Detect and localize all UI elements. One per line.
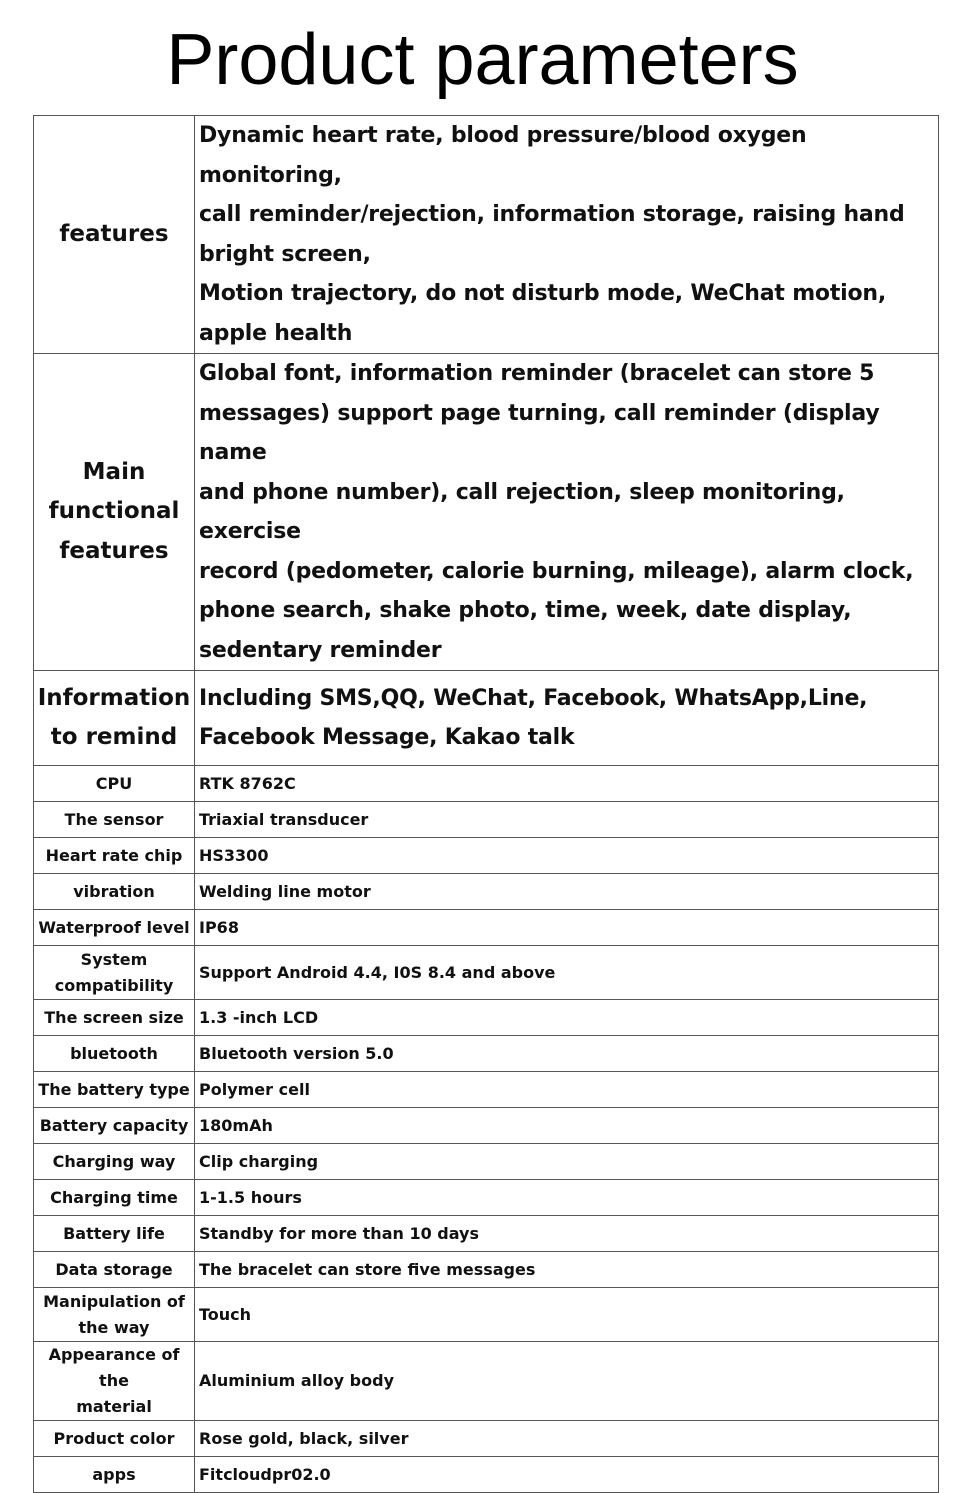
table-row-data-storage bbox=[34, 1252, 939, 1288]
row-value-info-remind bbox=[195, 671, 939, 766]
value-line: call reminder/rejection, information storage, raising hand bbox=[199, 202, 905, 227]
row-value-waterproof: IP68 bbox=[195, 910, 939, 946]
row-label-info-remind bbox=[34, 671, 195, 766]
row-value-manipulation: Touch bbox=[195, 1288, 939, 1342]
row-value-vibration: Welding line motor bbox=[195, 874, 939, 910]
table-row-apps bbox=[34, 1457, 939, 1493]
row-value-heart-rate-chip: HS3300 bbox=[195, 838, 939, 874]
row-label-system bbox=[34, 946, 195, 1000]
row-label-screen-size: The screen size bbox=[34, 1000, 195, 1036]
row-label-cpu: CPU bbox=[34, 766, 195, 802]
row-label-charging-time: Charging time bbox=[34, 1180, 195, 1216]
value-line: apple health bbox=[199, 320, 353, 346]
row-label-charging-way: Charging way bbox=[34, 1144, 195, 1180]
label-line: System bbox=[80, 949, 148, 969]
value-line: phone search, shake photo, time, week, date display, bbox=[199, 598, 852, 623]
label-line: Main bbox=[82, 458, 146, 485]
table-row-screen-size bbox=[34, 1000, 939, 1036]
row-value-charging-time: 1-1.5 hours bbox=[195, 1180, 939, 1216]
row-label-vibration: vibration bbox=[34, 874, 195, 910]
row-label-sensor: The sensor bbox=[34, 802, 195, 838]
table-row-color bbox=[34, 1421, 939, 1457]
row-label-battery-capacity: Battery capacity bbox=[34, 1108, 195, 1144]
spec-table bbox=[33, 115, 939, 1493]
row-value-main-features bbox=[195, 354, 939, 671]
row-value-system: Support Android 4.4, I0S 8.4 and above bbox=[195, 946, 939, 1000]
table-row-system bbox=[34, 946, 939, 1000]
row-value-charging-way: Clip charging bbox=[195, 1144, 939, 1180]
value-line: and phone number), call rejection, sleep monitoring, exercise bbox=[199, 479, 845, 544]
label-line: to remind bbox=[50, 724, 178, 750]
table-row-info-remind bbox=[34, 671, 939, 766]
table-row-battery-life bbox=[34, 1216, 939, 1252]
row-value-battery-life: Standby for more than 10 days bbox=[195, 1216, 939, 1252]
row-label-manipulation bbox=[34, 1288, 195, 1342]
label-line: material bbox=[76, 1397, 152, 1416]
row-value-data-storage: The bracelet can store five messages bbox=[195, 1252, 939, 1288]
table-row-battery-type bbox=[34, 1072, 939, 1108]
label-line: Information bbox=[37, 684, 191, 711]
table-row-main-features bbox=[34, 354, 939, 671]
page-title: Product parameters bbox=[166, 20, 799, 100]
row-value-battery-type: Polymer cell bbox=[195, 1072, 939, 1108]
label-line: features bbox=[59, 537, 169, 564]
value-line: messages) support page turning, call reminder (display name bbox=[199, 400, 880, 465]
row-label-heart-rate-chip: Heart rate chip bbox=[34, 838, 195, 874]
row-value-material: Aluminium alloy body bbox=[195, 1342, 939, 1421]
value-line: bright screen, bbox=[199, 241, 371, 267]
row-value-cpu: RTK 8762C bbox=[195, 766, 939, 802]
row-label-battery-type: The battery type bbox=[34, 1072, 195, 1108]
row-label-main-features bbox=[34, 354, 195, 671]
label-line: compatibility bbox=[54, 975, 174, 995]
row-value-battery-capacity: 180mAh bbox=[195, 1108, 939, 1144]
table-row-bluetooth bbox=[34, 1036, 939, 1072]
row-label-bluetooth: bluetooth bbox=[34, 1036, 195, 1072]
value-line: sedentary reminder bbox=[199, 637, 442, 663]
row-label-features: features bbox=[34, 116, 195, 354]
table-row-sensor bbox=[34, 802, 939, 838]
table-row-features bbox=[34, 116, 939, 354]
row-value-sensor: Triaxial transducer bbox=[195, 802, 939, 838]
table-row-waterproof bbox=[34, 910, 939, 946]
table-row-manipulation bbox=[34, 1288, 939, 1342]
table-row-vibration bbox=[34, 874, 939, 910]
row-value-color: Rose gold, black, silver bbox=[195, 1421, 939, 1457]
table-row-battery-capacity bbox=[34, 1108, 939, 1144]
table-row-material bbox=[34, 1342, 939, 1421]
value-line: record (pedometer, calorie burning, mileage), alarm clock, bbox=[199, 558, 914, 584]
table-row-charging-time bbox=[34, 1180, 939, 1216]
label-line: Manipulation of bbox=[43, 1291, 185, 1311]
row-label-waterproof: Waterproof level bbox=[34, 910, 195, 946]
value-line: Dynamic heart rate, blood pressure/blood oxygen monitoring, bbox=[199, 123, 807, 188]
label-line: the way bbox=[78, 1317, 150, 1337]
label-line: functional bbox=[48, 498, 180, 525]
value-line: Global font, information reminder (bracelet can store 5 bbox=[199, 361, 875, 386]
row-value-features bbox=[195, 116, 939, 354]
row-value-apps: Fitcloudpr02.0 bbox=[195, 1457, 939, 1493]
table-row-cpu bbox=[34, 766, 939, 802]
label-line: Appearance of the bbox=[48, 1345, 180, 1390]
row-value-bluetooth: Bluetooth version 5.0 bbox=[195, 1036, 939, 1072]
row-label-color: Product color bbox=[34, 1421, 195, 1457]
row-value-screen-size: 1.3 -inch LCD bbox=[195, 1000, 939, 1036]
value-line: Facebook Message, Kakao talk bbox=[199, 725, 575, 750]
table-row-heart-rate-chip bbox=[34, 838, 939, 874]
value-line: Including SMS,QQ, WeChat, Facebook, WhatsApp,Line, bbox=[199, 685, 868, 711]
row-label-battery-life: Battery life bbox=[34, 1216, 195, 1252]
row-label-apps: apps bbox=[34, 1457, 195, 1493]
row-label-data-storage: Data storage bbox=[34, 1252, 195, 1288]
row-label-material bbox=[34, 1342, 195, 1421]
value-line: Motion trajectory, do not disturb mode, WeChat motion, bbox=[199, 281, 887, 306]
table-row-charging-way bbox=[34, 1144, 939, 1180]
